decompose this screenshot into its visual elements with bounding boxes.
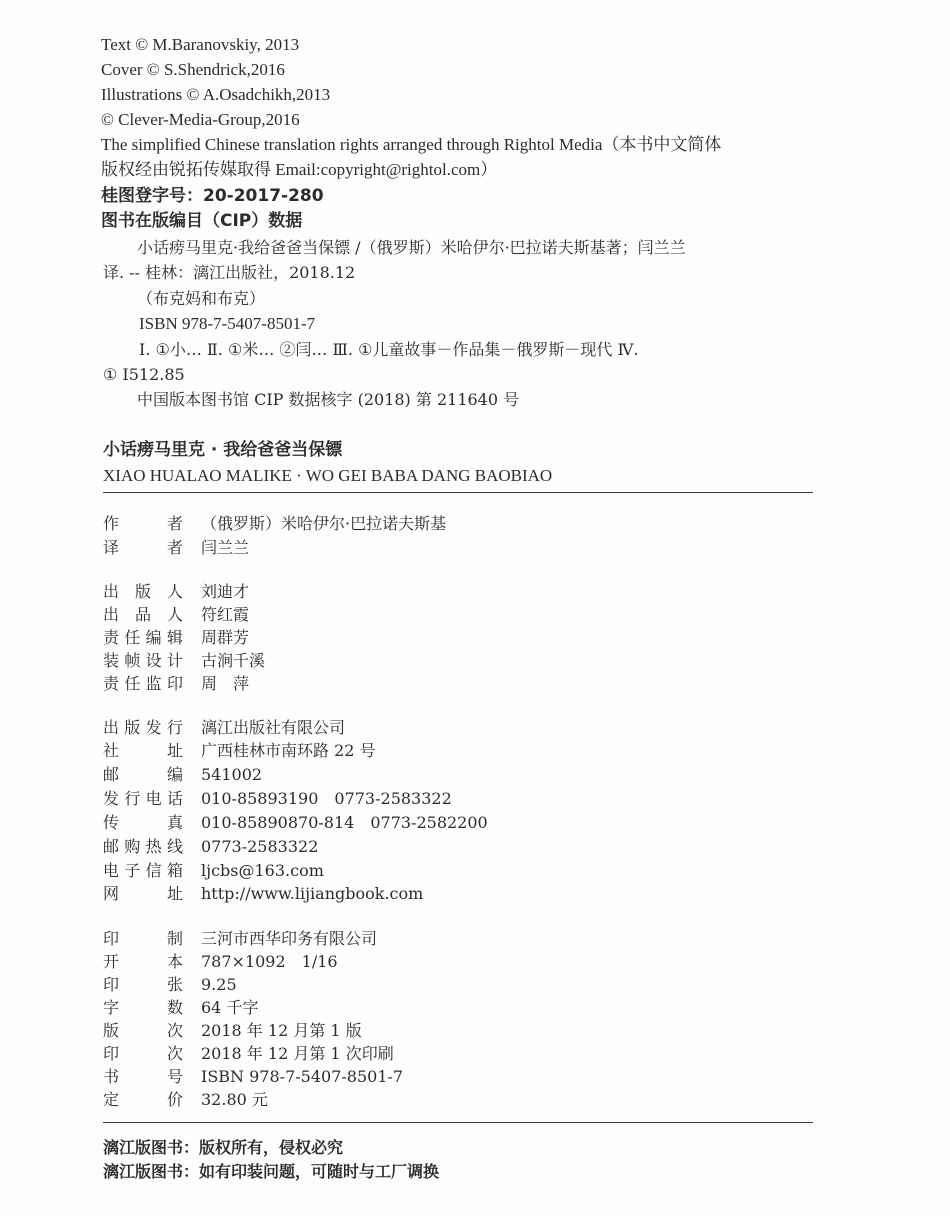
publisher-label: 传 真 (103, 813, 183, 832)
staff-label: 责 任 监 印 (103, 674, 183, 693)
staff-label: 出 版 人 (103, 582, 183, 601)
footer-copyright-notice: 漓江版图书：版权所有，侵权必究 (103, 1138, 344, 1157)
staff-label: 出 品 人 (103, 605, 183, 624)
rights-line-2: 版权经由锐拓传媒取得 Email:copyright@rightol.com） (101, 160, 498, 179)
credit-value: 闫兰兰 (201, 538, 250, 557)
printing-label: 开 本 (103, 952, 183, 971)
cip-classification-1: Ⅰ. ①小… Ⅱ. ①米… ②闫… Ⅲ. ①儿童故事－作品集－俄罗斯－现代 Ⅳ. (139, 340, 639, 359)
printing-value: 2018 年 12 月第 1 版 (201, 1021, 362, 1040)
printing-value: 64 千字 (201, 998, 259, 1017)
cip-number: 中国版本图书馆 CIP 数据核字 (2018) 第 211640 号 (137, 390, 520, 409)
printing-label: 印 次 (103, 1044, 183, 1063)
printing-label: 印 制 (103, 929, 183, 948)
printing-value: ISBN 978-7-5407-8501-7 (201, 1067, 404, 1086)
publisher-label: 社 址 (103, 741, 183, 760)
staff-label: 装 帧 设 计 (103, 651, 183, 670)
printing-label: 书 号 (103, 1067, 183, 1086)
cip-line-2: 译. -- 桂林：漓江出版社，2018.12 (103, 263, 356, 282)
publisher-label: 网 址 (103, 884, 183, 903)
printing-label: 印 张 (103, 975, 183, 994)
credit-value: （俄罗斯）米哈伊尔·巴拉诺夫斯基 (201, 514, 447, 533)
copyright-text: Text © M.Baranovskiy, 2013 (101, 35, 300, 54)
copyright-illustrations: Illustrations © A.Osadchikh,2013 (101, 85, 331, 104)
printing-label: 定 价 (103, 1090, 183, 1109)
publisher-label: 邮 购 热 线 (103, 837, 183, 856)
publisher-label: 出 版 发 行 (103, 718, 183, 737)
cip-heading: 图书在版编目（CIP）数据 (101, 211, 303, 231)
printing-value: 32.80 元 (201, 1090, 268, 1109)
copyright-group: © Clever-Media-Group,2016 (101, 110, 300, 129)
registration-number: 桂图登字号：20-2017-280 (101, 186, 324, 206)
printing-label: 字 数 (103, 998, 183, 1017)
staff-value: 周群芳 (201, 628, 250, 647)
printing-value: 9.25 (201, 975, 237, 994)
publisher-value: 541002 (201, 765, 263, 784)
publisher-value: 010-85890870-814 0773-2582200 (201, 813, 488, 832)
staff-value: 刘迪才 (201, 582, 250, 601)
printing-value: 787×1092 1/16 (201, 952, 338, 971)
publisher-value: 0773-2583322 (201, 837, 319, 856)
printing-value: 三河市西华印务有限公司 (201, 929, 378, 948)
book-title-pinyin: XIAO HUALAO MALIKE · WO GEI BABA DANG BAOBIAO (103, 466, 553, 485)
publisher-email: ljcbs@163.com (201, 861, 324, 880)
credit-label: 作 者 (103, 514, 183, 533)
publisher-website: http://www.lijiangbook.com (201, 884, 424, 903)
publisher-label: 邮 编 (103, 765, 183, 784)
staff-value: 周 萍 (201, 674, 250, 693)
printing-value: 2018 年 12 月第 1 次印刷 (201, 1044, 394, 1063)
title-divider (103, 492, 813, 493)
cip-isbn: ISBN 978-7-5407-8501-7 (139, 314, 316, 333)
footer-quality-notice: 漓江版图书：如有印装问题，可随时与工厂调换 (103, 1162, 440, 1181)
publisher-value: 010-85893190 0773-2583322 (201, 789, 452, 808)
publisher-label: 电 子 信 箱 (103, 861, 183, 880)
publisher-label: 发 行 电 话 (103, 789, 183, 808)
publisher-value: 漓江出版社有限公司 (201, 718, 346, 737)
cip-classification-2: ① I512.85 (103, 365, 185, 384)
copyright-cover: Cover © S.Shendrick,2016 (101, 60, 285, 79)
credit-label: 译 者 (103, 538, 183, 557)
staff-label: 责 任 编 辑 (103, 628, 183, 647)
publisher-value: 广西桂林市南环路 22 号 (201, 741, 376, 760)
staff-value: 符红霞 (201, 605, 250, 624)
cip-series: （布克妈和布克） (137, 289, 266, 308)
book-title-cn: 小话痨马里克 · 我给爸爸当保镖 (103, 440, 343, 460)
rights-line-1: The simplified Chinese translation rights arranged through Rightol Media（本书中文简体 (101, 135, 722, 154)
cip-line-1: 小话痨马里克·我给爸爸当保镖 /（俄罗斯）米哈伊尔·巴拉诺夫斯基著；闫兰兰 (137, 238, 686, 257)
printing-label: 版 次 (103, 1021, 183, 1040)
footer-divider (103, 1122, 813, 1123)
staff-value: 古涧千溪 (201, 651, 266, 670)
